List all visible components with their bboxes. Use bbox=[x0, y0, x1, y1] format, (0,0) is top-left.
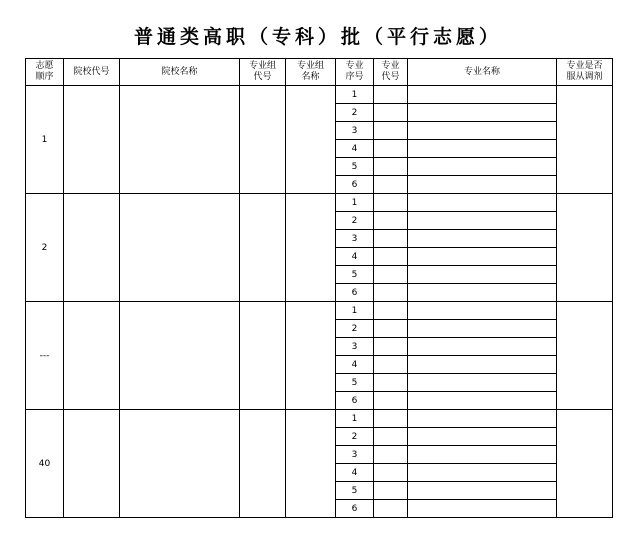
major-seq-cell: 2 bbox=[336, 428, 374, 446]
major-name-cell[interactable] bbox=[408, 86, 557, 104]
major-name-cell[interactable] bbox=[408, 176, 557, 194]
major-name-cell[interactable] bbox=[408, 104, 557, 122]
major-code-cell[interactable] bbox=[374, 302, 408, 320]
major-seq-cell: 1 bbox=[336, 410, 374, 428]
school-name-cell[interactable] bbox=[120, 194, 240, 302]
group-code-cell[interactable] bbox=[240, 194, 286, 302]
major-seq-cell: 6 bbox=[336, 176, 374, 194]
major-name-cell[interactable] bbox=[408, 374, 557, 392]
school-code-cell[interactable] bbox=[64, 194, 120, 302]
group-name-cell[interactable] bbox=[286, 410, 336, 518]
rank-cell: 1 bbox=[26, 86, 64, 194]
major-code-cell[interactable] bbox=[374, 266, 408, 284]
major-seq-cell: 5 bbox=[336, 374, 374, 392]
major-seq-cell: 6 bbox=[336, 284, 374, 302]
header-major-code-line1: 专业 bbox=[381, 61, 400, 71]
adjust-cell[interactable] bbox=[557, 86, 613, 194]
header-adjust-line1: 专业是否 bbox=[566, 61, 603, 71]
header-group-name bbox=[286, 59, 336, 86]
major-name-cell[interactable] bbox=[408, 302, 557, 320]
school-code-cell[interactable] bbox=[64, 86, 120, 194]
major-code-cell[interactable] bbox=[374, 338, 408, 356]
major-code-cell[interactable] bbox=[374, 482, 408, 500]
header-group-code bbox=[240, 59, 286, 86]
major-seq-cell: 4 bbox=[336, 356, 374, 374]
major-seq-cell: 5 bbox=[336, 158, 374, 176]
major-seq-cell: 1 bbox=[336, 86, 374, 104]
major-code-cell[interactable] bbox=[374, 464, 408, 482]
group-name-cell[interactable] bbox=[286, 86, 336, 194]
major-name-cell[interactable] bbox=[408, 248, 557, 266]
major-seq-cell: 3 bbox=[336, 230, 374, 248]
major-seq-cell: 6 bbox=[336, 500, 374, 518]
header-school-name bbox=[120, 59, 240, 86]
major-code-cell[interactable] bbox=[374, 320, 408, 338]
volunteer-form-table bbox=[25, 58, 613, 518]
major-name-cell[interactable] bbox=[408, 194, 557, 212]
major-code-cell[interactable] bbox=[374, 284, 408, 302]
major-name-cell[interactable] bbox=[408, 266, 557, 284]
major-seq-cell: 3 bbox=[336, 338, 374, 356]
major-code-cell[interactable] bbox=[374, 230, 408, 248]
table-row bbox=[26, 410, 613, 428]
major-seq-cell: 4 bbox=[336, 464, 374, 482]
group-name-cell[interactable] bbox=[286, 302, 336, 410]
header-major-seq bbox=[336, 59, 374, 86]
rank-cell: --- bbox=[26, 302, 64, 410]
major-code-cell[interactable] bbox=[374, 410, 408, 428]
major-name-cell[interactable] bbox=[408, 482, 557, 500]
table-row bbox=[26, 86, 613, 104]
header-major-seq-line1: 专业 bbox=[345, 61, 364, 71]
major-seq-cell: 5 bbox=[336, 266, 374, 284]
header-adjust-line2: 服从调剂 bbox=[566, 72, 603, 82]
major-name-cell[interactable] bbox=[408, 230, 557, 248]
major-code-cell[interactable] bbox=[374, 122, 408, 140]
header-major-name-line1: 专业名称 bbox=[463, 66, 500, 77]
header-group-name-line2: 名称 bbox=[301, 72, 320, 82]
major-code-cell[interactable] bbox=[374, 374, 408, 392]
adjust-cell[interactable] bbox=[557, 194, 613, 302]
major-code-cell[interactable] bbox=[374, 446, 408, 464]
major-code-cell[interactable] bbox=[374, 104, 408, 122]
major-name-cell[interactable] bbox=[408, 500, 557, 518]
major-seq-cell: 4 bbox=[336, 248, 374, 266]
major-code-cell[interactable] bbox=[374, 158, 408, 176]
major-seq-cell: 2 bbox=[336, 212, 374, 230]
major-name-cell[interactable] bbox=[408, 158, 557, 176]
major-name-cell[interactable] bbox=[408, 122, 557, 140]
header-row bbox=[26, 59, 613, 86]
group-code-cell[interactable] bbox=[240, 302, 286, 410]
header-group-code-line1: 专业组 bbox=[248, 61, 276, 71]
group-code-cell[interactable] bbox=[240, 410, 286, 518]
header-school-code-line1: 院校代号 bbox=[73, 66, 110, 77]
major-name-cell[interactable] bbox=[408, 392, 557, 410]
major-code-cell[interactable] bbox=[374, 140, 408, 158]
major-name-cell[interactable] bbox=[408, 446, 557, 464]
major-name-cell[interactable] bbox=[408, 212, 557, 230]
major-code-cell[interactable] bbox=[374, 212, 408, 230]
major-name-cell[interactable] bbox=[408, 320, 557, 338]
header-rank bbox=[26, 59, 64, 86]
group-name-cell[interactable] bbox=[286, 194, 336, 302]
major-code-cell[interactable] bbox=[374, 176, 408, 194]
adjust-cell[interactable] bbox=[557, 410, 613, 518]
header-group-name-line1: 专业组 bbox=[296, 61, 324, 71]
major-code-cell[interactable] bbox=[374, 356, 408, 374]
major-seq-cell: 2 bbox=[336, 320, 374, 338]
group-code-cell[interactable] bbox=[240, 86, 286, 194]
table-row bbox=[26, 194, 613, 212]
header-major-code-line2: 代号 bbox=[381, 72, 400, 82]
rank-cell: 2 bbox=[26, 194, 64, 302]
header-major-seq-line2: 序号 bbox=[345, 72, 364, 82]
major-code-cell[interactable] bbox=[374, 428, 408, 446]
major-seq-cell: 4 bbox=[336, 140, 374, 158]
school-name-cell[interactable] bbox=[120, 410, 240, 518]
form-title: 普通类高职（专科）批（平行志愿） bbox=[133, 26, 502, 48]
major-code-cell[interactable] bbox=[374, 194, 408, 212]
major-name-cell[interactable] bbox=[408, 410, 557, 428]
header-school-code bbox=[64, 59, 120, 86]
major-code-cell[interactable] bbox=[374, 392, 408, 410]
school-code-cell[interactable] bbox=[64, 410, 120, 518]
major-name-cell[interactable] bbox=[408, 464, 557, 482]
major-code-cell[interactable] bbox=[374, 86, 408, 104]
header-major-name bbox=[408, 59, 557, 86]
major-code-cell[interactable] bbox=[374, 248, 408, 266]
major-seq-cell: 2 bbox=[336, 104, 374, 122]
major-seq-cell: 3 bbox=[336, 122, 374, 140]
header-school-name-line1: 院校名称 bbox=[161, 66, 198, 77]
major-seq-cell: 1 bbox=[336, 194, 374, 212]
major-seq-cell: 6 bbox=[336, 392, 374, 410]
major-name-cell[interactable] bbox=[408, 338, 557, 356]
header-rank-line2: 顺序 bbox=[35, 72, 54, 82]
table-row bbox=[26, 302, 613, 320]
major-name-cell[interactable] bbox=[408, 356, 557, 374]
school-code-cell[interactable] bbox=[64, 302, 120, 410]
major-seq-cell: 5 bbox=[336, 482, 374, 500]
form-body bbox=[26, 86, 613, 518]
major-seq-cell: 3 bbox=[336, 446, 374, 464]
rank-cell: 40 bbox=[26, 410, 64, 518]
major-seq-cell: 1 bbox=[336, 302, 374, 320]
school-name-cell[interactable] bbox=[120, 86, 240, 194]
major-name-cell[interactable] bbox=[408, 428, 557, 446]
major-name-cell[interactable] bbox=[408, 140, 557, 158]
header-rank-line1: 志愿 bbox=[35, 61, 54, 71]
major-code-cell[interactable] bbox=[374, 500, 408, 518]
header-major-code bbox=[374, 59, 408, 86]
header-adjust bbox=[557, 59, 613, 86]
adjust-cell[interactable] bbox=[557, 302, 613, 410]
major-name-cell[interactable] bbox=[408, 284, 557, 302]
school-name-cell[interactable] bbox=[120, 302, 240, 410]
header-group-code-line2: 代号 bbox=[253, 72, 272, 82]
